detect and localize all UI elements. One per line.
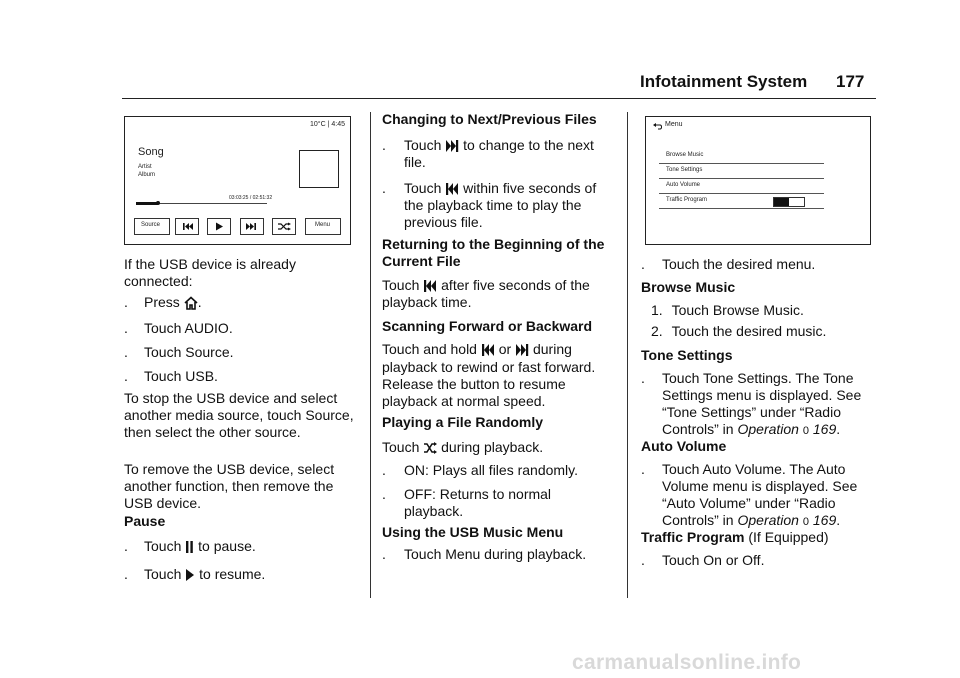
bullet: . — [124, 566, 128, 582]
play-icon — [185, 568, 195, 582]
artist-label: Artist — [138, 164, 152, 170]
traffic-suffix: (If Equipped) — [748, 529, 829, 545]
intro-text: If the USB device is already connected: — [124, 256, 296, 289]
header-rule — [122, 98, 876, 99]
bullet: . — [382, 137, 386, 153]
reference-page[interactable]: 169 — [812, 512, 837, 528]
operation-reference[interactable]: Operation — [737, 512, 799, 528]
skip-back-icon — [481, 343, 495, 357]
touch-text: Touch — [404, 180, 442, 196]
page-number: 177 — [836, 72, 865, 91]
now-playing-screen — [124, 116, 351, 245]
menu-button-label: Menu — [315, 222, 331, 228]
scanning-paragraph: playback to rewind or fast forward. Release the button to resume playback at normal speed. — [382, 359, 596, 409]
touch-text: Touch — [382, 439, 420, 455]
touch-source-text: Touch Source. — [144, 344, 234, 360]
toggle-fill — [774, 198, 789, 206]
operation-reference[interactable]: Operation — [737, 421, 799, 437]
bullet: . — [641, 256, 645, 272]
bullet: . — [382, 546, 386, 562]
or-text: or — [498, 341, 512, 357]
step-number: 1. — [651, 302, 663, 318]
menu-item-label: Traffic Program — [666, 197, 708, 203]
traffic-heading-line — [641, 529, 829, 546]
list-item — [651, 302, 804, 319]
album-art — [299, 150, 339, 188]
status-readout: 10°C | 4:45 — [310, 121, 345, 128]
progress-fill — [136, 202, 158, 205]
traffic-text: Touch On or Off. — [662, 552, 765, 568]
bullet: . — [124, 320, 128, 336]
scanning-line — [382, 341, 614, 358]
album-label: Album — [138, 172, 156, 178]
after-five-text: after five seconds of the playback time. — [382, 277, 590, 310]
random-on-text: ON: Plays all files randomly. — [404, 462, 579, 478]
shuffle-button[interactable] — [272, 218, 296, 235]
during-playback-text: during playback. — [441, 439, 544, 455]
bullet: . — [124, 344, 128, 360]
touch-text: Touch — [144, 566, 182, 582]
bullet: . — [382, 180, 386, 196]
skip-back-icon — [423, 279, 437, 293]
bullet: . — [382, 462, 386, 478]
bullet: . — [641, 552, 645, 568]
menu-item[interactable] — [659, 164, 824, 179]
remove-usb-paragraph: To remove the USB device, select another function, then remove the USB device. — [124, 461, 335, 511]
bullet: . — [124, 538, 128, 554]
bullet: . — [124, 294, 128, 310]
browse-heading: Browse Music — [641, 279, 736, 295]
source-button-label: Source — [141, 222, 161, 228]
touch-usb-text: Touch USB. — [144, 368, 218, 384]
reference-page[interactable]: 169 — [812, 421, 837, 437]
watermark: carmanualsonline.info — [572, 651, 802, 674]
step-number: 2. — [651, 323, 663, 339]
returning-paragraph — [382, 277, 614, 311]
next-file-text: to change to the next file. — [404, 137, 594, 170]
menu-item-label: Tone Settings — [666, 167, 703, 173]
usb-menu-heading: Using the USB Music Menu — [382, 524, 564, 540]
auto-volume-heading: Auto Volume — [641, 438, 727, 454]
time-readout: 03:03:25 / 02:51:32 — [229, 195, 273, 201]
skip-forward-icon — [515, 343, 529, 357]
shuffle-icon — [423, 441, 437, 455]
tone-text: Touch Tone Settings. The Tone Settings menu is displayed. See “Tone Settings” under “Radio Controls” in — [662, 370, 862, 437]
step-text: Touch the desired music. — [671, 323, 827, 339]
skip-back-icon — [176, 219, 198, 234]
scanning-heading: Scanning Forward or Backward — [382, 318, 593, 334]
reference-arrow-icon: 0 — [802, 425, 809, 437]
bullet: . — [124, 368, 128, 384]
back-arrow-icon[interactable] — [653, 122, 662, 130]
touch-text: Touch — [382, 277, 420, 293]
skip-forward-icon — [445, 139, 459, 153]
pause-icon — [185, 540, 194, 554]
play-icon — [208, 219, 230, 234]
period: . — [836, 512, 841, 528]
progress-bar[interactable] — [136, 203, 267, 204]
menu-button[interactable] — [305, 218, 341, 235]
menu-item[interactable] — [659, 179, 824, 194]
period: . — [836, 421, 841, 437]
play-button[interactable] — [207, 218, 231, 235]
random-line — [382, 439, 614, 456]
traffic-heading: Traffic Program — [641, 529, 745, 545]
reference-arrow-icon: 0 — [802, 516, 809, 528]
menu-item-label: Browse Music — [666, 152, 704, 158]
menu-item-label: Auto Volume — [666, 182, 701, 188]
column-divider — [370, 112, 371, 598]
section-title: Infotainment System — [640, 72, 808, 91]
menu-item[interactable] — [659, 149, 824, 164]
touch-menu-text: Touch the desired menu. — [662, 256, 816, 272]
next-button[interactable] — [240, 218, 264, 235]
bullet: . — [641, 461, 645, 477]
random-off-text: OFF: Returns to normal playback. — [404, 486, 552, 519]
skip-back-icon — [445, 182, 459, 196]
tone-heading: Tone Settings — [641, 347, 733, 363]
menu-back-label[interactable]: Menu — [665, 121, 683, 128]
home-icon — [184, 296, 198, 310]
progress-knob[interactable] — [156, 201, 160, 205]
touch-text: Touch — [404, 137, 442, 153]
step-text: Touch Browse Music. — [671, 302, 804, 318]
source-button[interactable] — [134, 218, 170, 235]
returning-heading: Returning to the Beginning of the Current File — [382, 236, 605, 269]
usb-menu-text: Touch Menu during playback. — [404, 546, 587, 562]
changing-heading: Changing to Next/Previous Files — [382, 111, 597, 127]
touch-hold-text: Touch and hold — [382, 341, 477, 357]
list-item — [651, 323, 826, 340]
column-divider — [627, 112, 628, 598]
to-pause-text: to pause. — [198, 538, 256, 554]
prev-file-text: within five seconds of the playback time to play the previous file. — [404, 180, 597, 230]
touch-audio-text: Touch AUDIO. — [144, 320, 233, 336]
stop-usb-paragraph: To stop the USB device and select another media source, touch Source, then select the other source. — [124, 390, 354, 440]
usb-menu-screen — [645, 116, 871, 245]
bullet: . — [382, 486, 386, 502]
to-resume-text: to resume. — [199, 566, 266, 582]
random-heading: Playing a File Randomly — [382, 414, 544, 430]
pause-heading: Pause — [124, 513, 166, 529]
period: . — [197, 294, 202, 310]
song-title: Song — [138, 146, 164, 158]
previous-button[interactable] — [175, 218, 199, 235]
auto-volume-text: Touch Auto Volume. The Auto Volume menu is displayed. See “Auto Volume” under “Radio Controls” in — [662, 461, 858, 528]
press-text: Press — [144, 294, 180, 310]
traffic-program-toggle[interactable] — [773, 197, 805, 207]
shuffle-icon — [273, 219, 295, 234]
bullet: . — [641, 370, 645, 386]
touch-text: Touch — [144, 538, 182, 554]
during-text: during — [532, 341, 572, 357]
skip-forward-icon — [241, 219, 263, 234]
